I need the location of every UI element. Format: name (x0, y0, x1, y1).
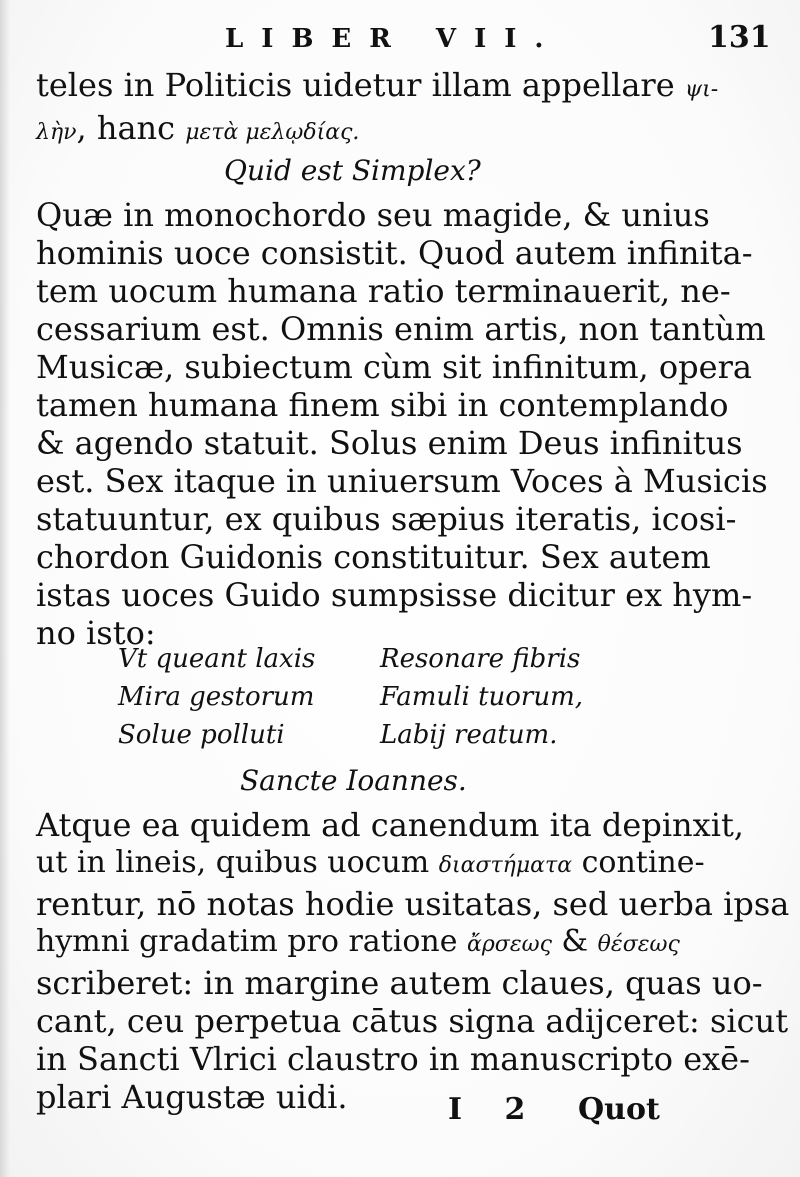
line-text: teles in Politicis uidetur illam appellare (36, 66, 685, 104)
hymn-verse (118, 640, 638, 754)
hymn-row (118, 640, 638, 678)
greek-word: θέσεως (597, 932, 680, 957)
hymn-row (118, 678, 638, 716)
text-line (36, 806, 744, 844)
paragraph-2 (36, 806, 790, 1116)
greek-word: ψι- (684, 77, 719, 102)
text-line: Quæ in monochordo seu magide, & unius (36, 196, 710, 234)
greek-word: ἄρσεως (467, 932, 552, 957)
text-line: no isto: (36, 614, 156, 652)
greek-word: λὴν (36, 120, 77, 145)
text-line: chordon Guidonis constituitur. Sex autem (36, 538, 711, 576)
text-line (36, 923, 680, 964)
line-text: rentur, nō notas hodie usitatas, sed uerba ipsa (36, 885, 790, 923)
page-footer (0, 1092, 800, 1132)
signature-mark: I 2 (448, 1092, 542, 1127)
text-line: Musicæ, subiectum cùm sit infinitum, opera (36, 348, 752, 386)
text-line: istas uoces Guido sumpsisse dicitur ex hym- (36, 576, 753, 614)
section-heading: Quid est Simplex? (224, 154, 481, 187)
greek-phrase: μετὰ μελῳδίας. (185, 120, 360, 145)
text-line (36, 1040, 750, 1078)
hymn-closing-heading: Sancte Ioannes. (240, 764, 467, 797)
line-text: cant, ceu perpetua cātus signa adijceret: sicut (36, 1002, 789, 1040)
text-line: & agendo statuit. Solus enim Deus infinitus (36, 424, 743, 462)
hymn-line-left: Solue polluti (118, 720, 285, 750)
running-head: LIBER VII. (225, 24, 562, 54)
catchword: Quot (578, 1092, 660, 1127)
opening-text (36, 66, 719, 152)
hymn-line-right: Famuli tuorum, (380, 682, 584, 712)
hymn-line-left: Mira gestorum (118, 682, 315, 712)
text-line (36, 1002, 789, 1040)
line-text: , hanc (76, 109, 186, 147)
text-line: statuuntur, ex quibus sæpius iteratis, icosi- (36, 500, 737, 538)
page-edge-shadow (0, 0, 10, 1177)
hymn-line-right: Labij reatum. (380, 720, 558, 750)
text-line: hominis uoce consistit. Quod autem infinita- (36, 234, 753, 272)
line-text: plari Augustæ uidi. (36, 1078, 348, 1116)
line-text: scriberet: in margine autem claues, quas uo- (36, 964, 763, 1002)
line-text: contine- (572, 845, 705, 880)
text-line (36, 109, 656, 152)
hymn-row (118, 716, 638, 754)
line-text: Atque ea quidem ad canendum ita depinxit, (36, 806, 744, 844)
text-line (36, 964, 763, 1002)
text-line: tamen humana finem sibi in contemplando (36, 386, 729, 424)
paragraph-1 (36, 196, 768, 652)
greek-word: διαστήματα (438, 853, 573, 878)
text-line (36, 885, 790, 923)
text-line: cessarium est. Omnis enim artis, non tantùm (36, 310, 766, 348)
line-text: in Sancti Vlrici claustro in manuscripto exē- (36, 1040, 750, 1078)
text-line: est. Sex itaque in uniuersum Voces à Musicis (36, 462, 768, 500)
line-text: ut in lineis, quibus uocum (36, 845, 439, 880)
hymn-line-right: Resonare fibris (380, 644, 581, 674)
page-header (0, 18, 800, 58)
line-text: & (551, 924, 598, 959)
text-line (36, 844, 705, 885)
line-text: hymni gradatim pro ratione (36, 924, 468, 959)
text-line: tem uocum humana ratio terminauerit, ne- (36, 272, 731, 310)
text-line (36, 66, 719, 109)
hymn-line-left: Vt queant laxis (118, 644, 316, 674)
page-number: 131 (708, 20, 771, 55)
